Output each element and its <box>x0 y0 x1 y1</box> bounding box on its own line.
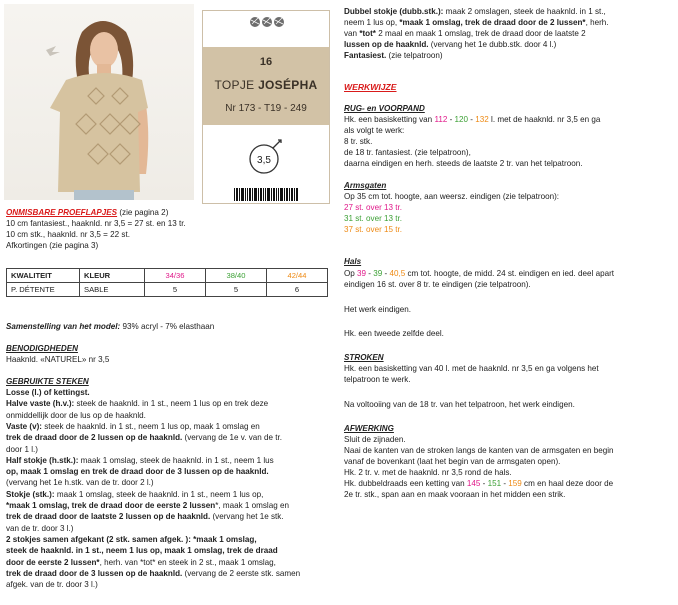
hals-line: Op 39 - 39 - 40,5 cm tot. hoogte, de midd. 24 st. eindigen en ied. deel apart <box>344 269 615 278</box>
text-line <box>6 535 257 545</box>
size-value-orange: 40,5 <box>389 269 406 278</box>
armsgaten-size-pink: 27 st. over 13 tr. <box>344 203 403 212</box>
text-run: maak 1 omslag, steek de haaknld. in 1 st., neem 1 lus op, <box>54 489 264 499</box>
armsgaten-size-orange: 37 st. over 15 tr. <box>344 225 403 234</box>
benodigdheden-text: Haaknld. «NATUREL» nr 3,5 <box>6 355 110 364</box>
size-value-green: 120 <box>454 115 469 124</box>
afwerking-line: 2e tr. stk., span aan en maak vooraan in het midden een strik. <box>344 490 566 499</box>
text-line <box>344 40 556 50</box>
text-run: maak 1 omslag, steek de haaknld. in 1 st., neem 1 lus <box>78 455 274 465</box>
proef-line: 10 cm stk., haaknld. nr 3,5 = 22 st. <box>6 230 130 239</box>
table-row <box>7 283 328 297</box>
table-cell: P. DÉTENTE <box>7 283 80 297</box>
text-run: Losse (l.) of kettingst. <box>6 388 90 397</box>
text-line <box>6 433 282 443</box>
text-run: steek de haaknld. in 1 st., neem 1 lus op, maak 1 omslag en <box>42 421 260 431</box>
text-run: Fantasiest. <box>344 51 387 60</box>
size-value-pink: 39 <box>357 269 367 278</box>
size-value-pink: 145 <box>466 479 481 488</box>
proef-title <box>6 208 168 218</box>
benodigdheden-title: BENODIGDHEDEN <box>6 344 78 353</box>
pattern-reference: Nr 173 - T19 - 249 <box>225 103 307 114</box>
text-line <box>6 490 263 500</box>
text-run: steek de haaknld. in 1 st., neem 1 lus op, maak 1 omslag, trek de draad <box>6 546 278 556</box>
text-run: Halve vaste (h.v.): <box>6 399 75 409</box>
rug-line: als volgt te werk: <box>344 126 405 135</box>
text-run: (vervang de 1e v. van de tr. <box>182 433 283 443</box>
size-value-orange: 132 <box>475 115 489 124</box>
afwerking-line: vanaf de bovenkant (laat het begin van de armsgaten open). <box>344 457 561 466</box>
hals-line: eindigen 16 st. over 8 tr. te eindigen (zie telpatroon). <box>344 280 531 289</box>
pattern-name-bold: JOSÉPHA <box>258 78 318 92</box>
text-run: door 1 l.) <box>6 444 38 454</box>
afwerking-text: Hk. dubbeldraads een ketting van <box>344 479 467 488</box>
text-run: Stokje (stk.): <box>6 489 55 499</box>
tweede-deel: Hk. een tweede zelfde deel. <box>344 329 444 338</box>
afwerking-line: Hk. 2 tr. v. met de haaknld. nr 3,5 rond de hals. <box>344 468 512 477</box>
text-line <box>6 478 154 488</box>
size-value-green: 39 <box>373 269 383 278</box>
rug-line: de 18 tr. fantasiest. (zie telpatroon), <box>344 148 471 157</box>
text-run: *, maak 1 omslag en <box>215 501 289 510</box>
table-header-size-cell: 34/36 <box>145 269 206 283</box>
text-run: (vervang de 2 eerste stk. samen <box>182 568 301 578</box>
samenstelling <box>6 322 214 332</box>
werk-eindigen: Het werk eindigen. <box>344 305 412 314</box>
afwerking-line: Naai de kanten van de stroken langs de kanten van de armsgaten en begin <box>344 446 614 455</box>
text-run: 2 stokjes samen afgekant (2 stk. samen afgek. ): <box>6 534 191 544</box>
rug-title: RUG- en VOORPAND <box>344 104 425 113</box>
text-run: (zie telpatroon) <box>386 51 443 60</box>
text-run: van <box>344 29 360 38</box>
text-run: steek de haaknld. in 1 st., neem 1 lus op en trek deze <box>74 399 269 409</box>
text-run: (vervang het 1e h.stk. van de tr. door 2 l.) <box>6 478 154 488</box>
yarn-balls-icon <box>249 16 285 28</box>
text-run: Vaste (v): <box>6 421 42 431</box>
armsgaten-title: Armsgaten <box>344 181 387 190</box>
table-cell: 5 <box>145 283 206 297</box>
table-header-size-cell: 38/40 <box>206 269 267 283</box>
proef-title-text: ONMISBARE PROEFLAPJES <box>6 208 118 217</box>
size-value-pink: 112 <box>434 115 448 124</box>
rug-line: 8 tr. stk. <box>344 137 373 146</box>
armsgaten-line: Op 35 cm tot. hoogte, aan weersz. eindigen (zie telpatroon): <box>344 192 560 201</box>
text-line <box>6 399 268 409</box>
text-run: Half stokje (h.stk.): <box>6 455 79 465</box>
text-line <box>6 501 289 511</box>
text-line <box>344 51 443 61</box>
text-run: door de eerste 2 lussen* <box>6 557 100 567</box>
text-run: maak 2 omslagen, steek de haaknld. in 1 st., <box>443 7 606 16</box>
rug-line: daarna eindigen en herh. steeds de laatste 2 tr. van het telpatroon. <box>344 159 583 168</box>
hals-text: cm tot. hoogte, de midd. 24 st. eindigen en ied. deel apart <box>405 269 615 278</box>
size-value-green: 151 <box>487 479 502 488</box>
text-line <box>6 512 284 522</box>
text-run: trek de draad door de 3 lussen op de haaknld. <box>6 568 183 578</box>
stroken-end: Na voltooiing van de 18 tr. van het telpatroon, het werk eindigen. <box>344 400 575 409</box>
text-line <box>6 456 274 466</box>
text-run: , herh. <box>585 18 609 27</box>
text-run: neem 1 lus op, <box>344 18 400 27</box>
title-band <box>203 47 329 125</box>
proef-title-ref: (zie pagina 2) <box>117 208 169 217</box>
text-run: *maak 1 omslag, trek de draad door de eerste 2 lussen <box>6 501 216 510</box>
text-line <box>344 7 606 17</box>
afwerking-line: Sluit de zijnaden. <box>344 435 406 444</box>
table-cell: SABLE <box>80 283 145 297</box>
table-header-cell: KLEUR <box>80 269 145 283</box>
table-header-row <box>7 269 328 283</box>
stroken-line: telpatroon te werk. <box>344 375 411 384</box>
pattern-title-card <box>202 10 330 204</box>
afwerking-text: cm en haal deze door de <box>521 479 614 488</box>
text-run: *maak 1 omslag, trek de draad door de 2 lussen* <box>399 18 586 27</box>
model-photo <box>4 4 194 200</box>
text-run: 2 maal en maak 1 omslag, trek de draad door de laatste 2 <box>375 29 586 38</box>
text-run: trek de draad door de 2 lussen op de haaknld. <box>6 433 183 443</box>
text-run: onmiddellijk door de lus op de haaknld. <box>6 410 146 420</box>
text-run: trek de draad door de laatste 2 lussen op de haaknld. <box>6 512 211 522</box>
afwerking-line: Hk. dubbeldraads een ketting van 145 - 151 - 159 cm en haal deze door de <box>344 479 614 488</box>
text-line <box>6 558 276 568</box>
hals-text: Op <box>344 269 358 278</box>
needle-size-value: 3,5 <box>257 155 271 166</box>
text-run: *tot* <box>359 29 376 38</box>
text-run: lussen op de haaknld. <box>344 40 429 49</box>
text-line <box>344 18 609 28</box>
text-line <box>6 467 269 477</box>
text-line <box>6 524 74 534</box>
text-line <box>6 546 278 556</box>
steken-title: GEBRUIKTE STEKEN <box>6 377 89 386</box>
text-line <box>6 569 300 579</box>
proef-line: 10 cm fantasiest., haaknld. nr 3,5 = 27 st. en 13 tr. <box>6 219 186 228</box>
crochet-hook-size-icon <box>246 138 284 176</box>
yarn-quantity-table <box>6 268 328 297</box>
stroken-line: Hk. een basisketting van 40 l. met de haaknld. nr 3,5 en ga volgens het <box>344 364 599 373</box>
armsgaten-size-green: 31 st. over 13 tr. <box>344 214 403 223</box>
text-run: (vervang het 1e dubb.stk. door 4 l.) <box>428 40 557 49</box>
pattern-number: 16 <box>259 56 273 68</box>
text-run: van de tr. door 3 l.) <box>6 523 74 533</box>
samenstelling-label: Samenstelling van het model: <box>6 322 121 331</box>
text-run: (vervang het 1e stk. <box>210 512 284 522</box>
table-header-cell: KWALITEIT <box>7 269 80 283</box>
proef-line: Afkortingen (zie pagina 3) <box>6 241 99 250</box>
afwerking-title: AFWERKING <box>344 424 394 433</box>
table-header-size-cell: 42/44 <box>267 269 328 283</box>
table-cell: 5 <box>206 283 267 297</box>
text-line <box>6 422 260 432</box>
pattern-name <box>203 78 329 92</box>
text-run: op, maak 1 omslag en trek de draad door de 3 lussen op de haaknld. <box>6 467 269 477</box>
text-line <box>6 411 146 421</box>
text-line <box>6 388 90 398</box>
table-cell: 6 <box>267 283 328 297</box>
text-line <box>6 580 98 590</box>
werkwijze-title: WERKWIJZE <box>344 82 397 92</box>
stroken-title: STROKEN <box>344 353 384 362</box>
samenstelling-value: 93% acryl - 7% elasthaan <box>120 322 215 331</box>
hals-title: Hals <box>344 257 362 266</box>
barcode <box>234 188 298 201</box>
size-value-orange: 159 <box>508 479 522 488</box>
rug-text: l. met de haaknld. nr 3,5 en ga <box>488 115 601 124</box>
text-run: afgek. van de tr. door 3 l.) <box>6 580 98 590</box>
text-line <box>6 445 38 455</box>
text-run: *maak 1 omslag, <box>190 534 257 544</box>
text-run: Dubbel stokje (dubb.stk.): <box>344 7 444 16</box>
pattern-name-prefix: TOPJE <box>214 78 259 92</box>
text-line <box>344 29 586 39</box>
rug-line: Hk. een basisketting van 112 - 120 - 132 l. met de haaknld. nr 3,5 en ga <box>344 115 601 124</box>
text-run: , herh. van *tot* en steek in 2 st., maak 1 omslag, <box>99 557 276 567</box>
rug-text: Hk. een basisketting van <box>344 115 435 124</box>
